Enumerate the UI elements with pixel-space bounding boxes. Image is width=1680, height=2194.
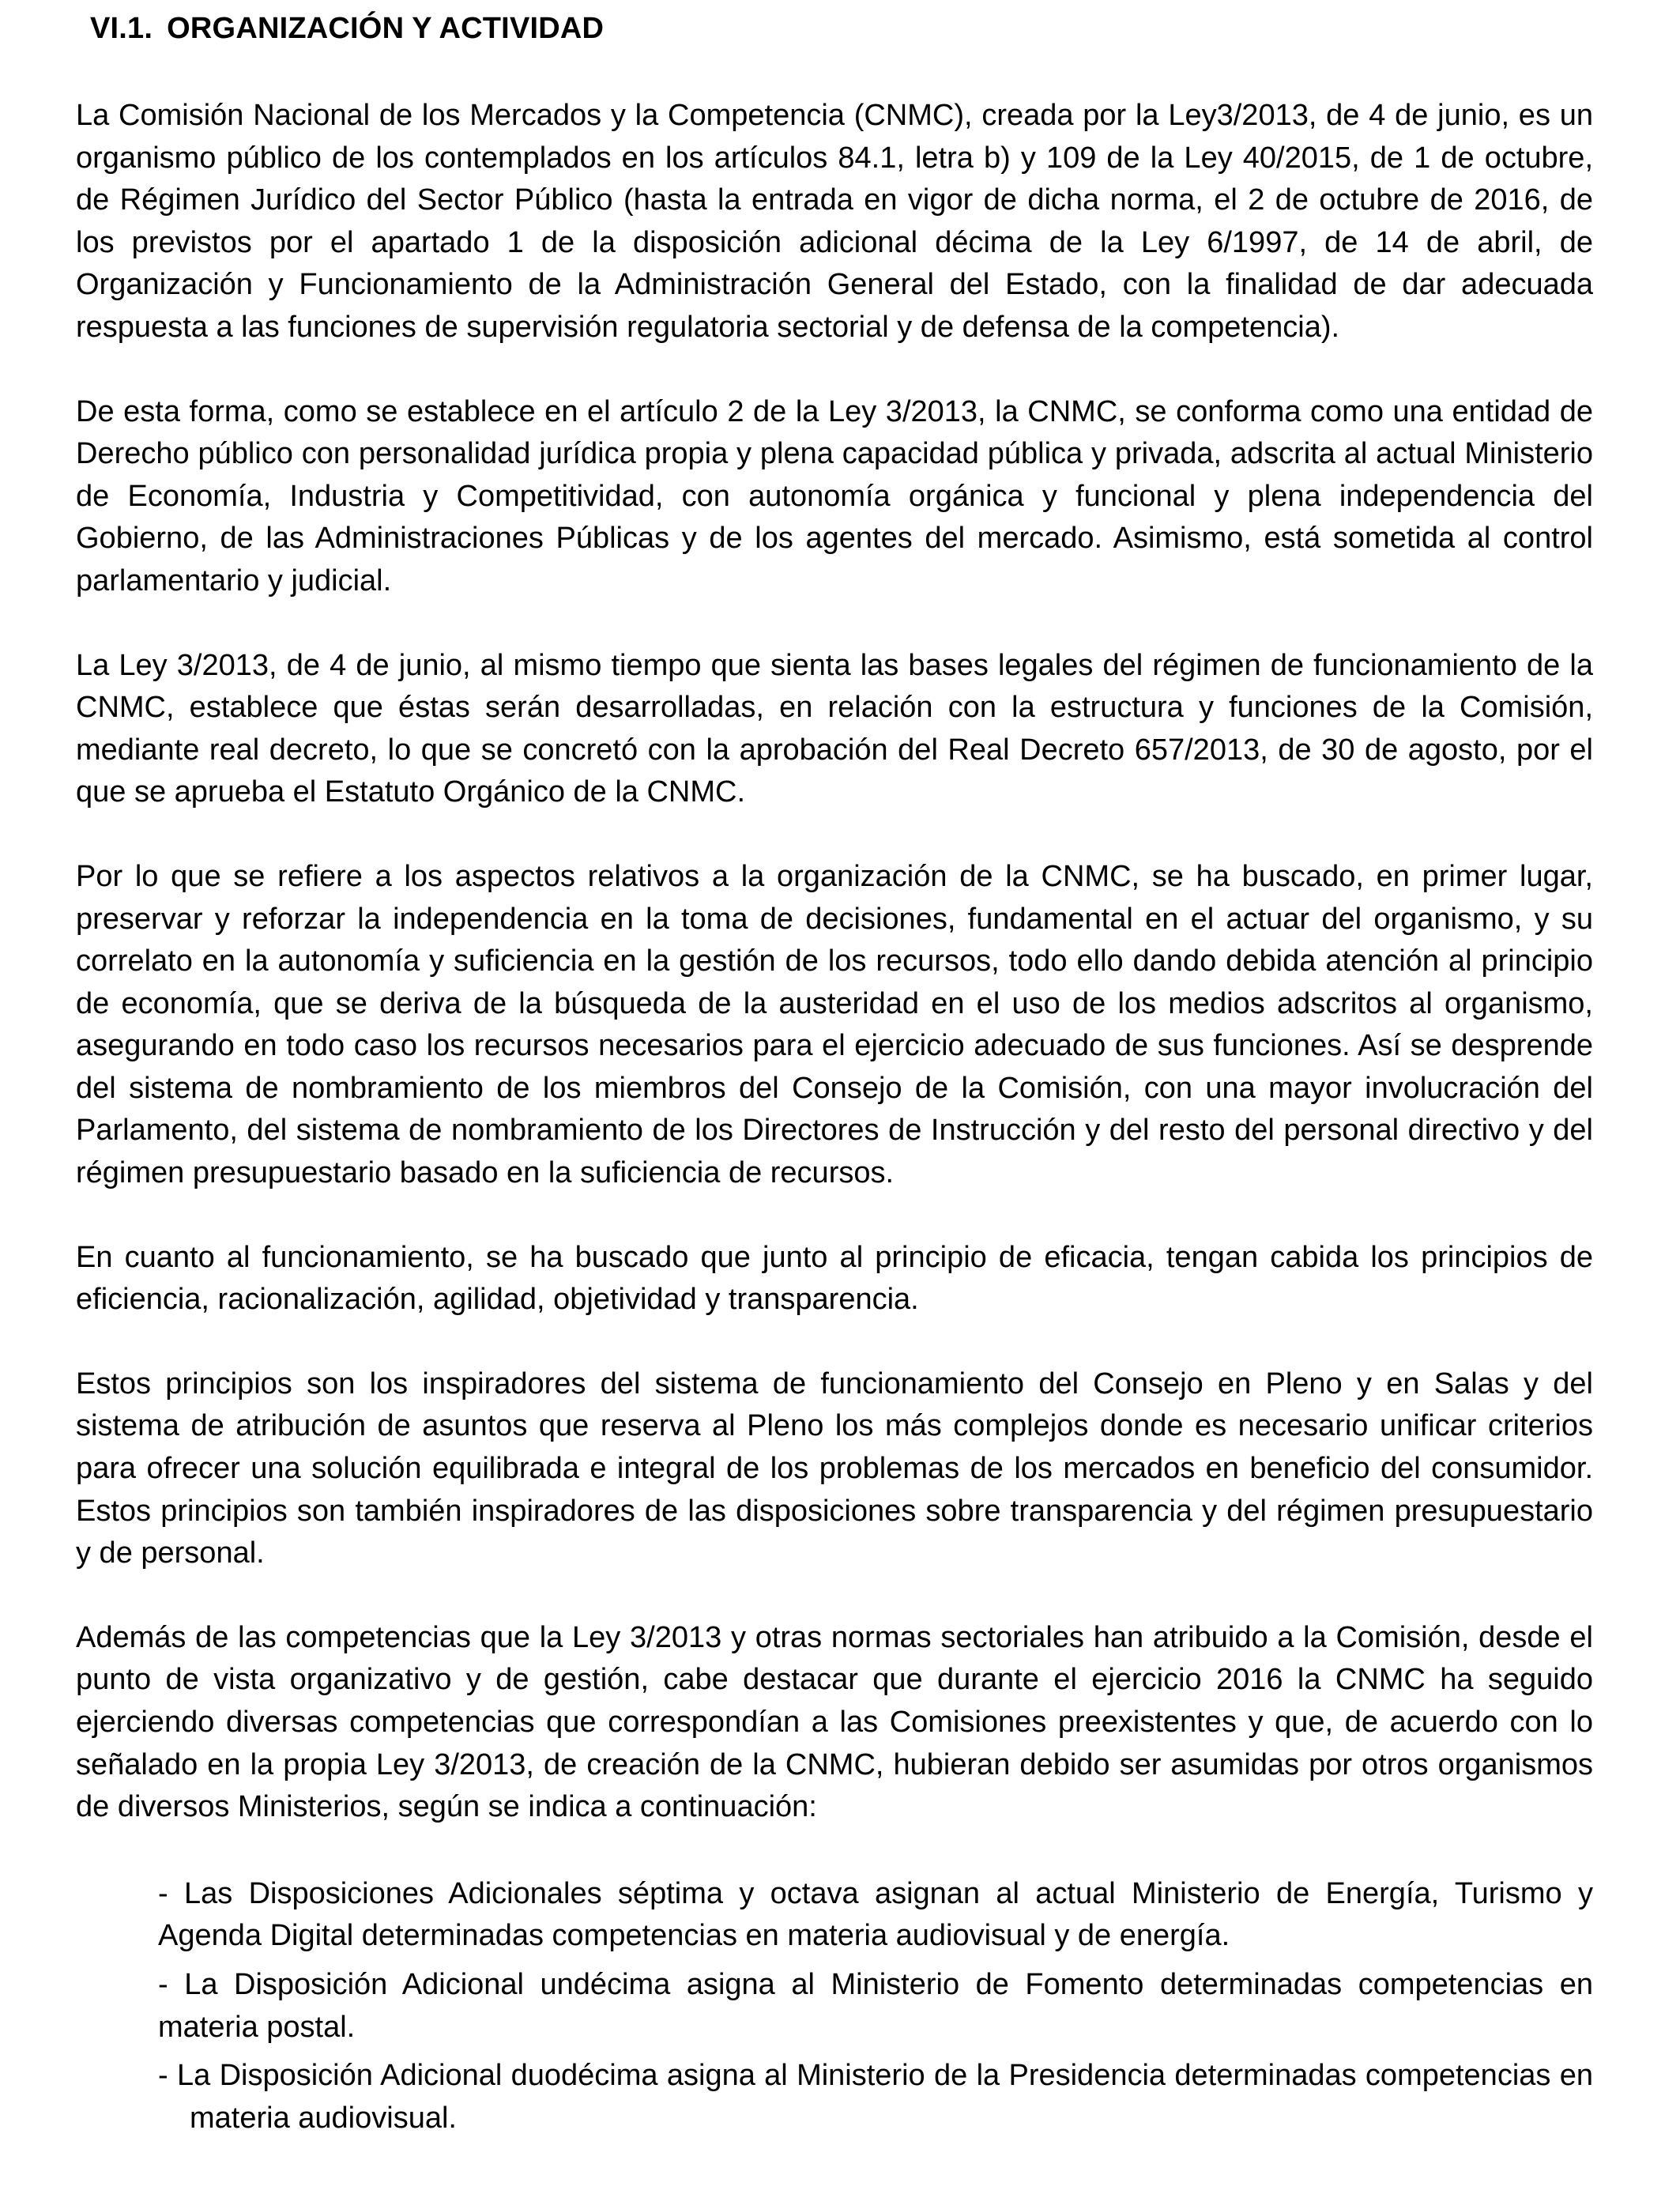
paragraph-4: Por lo que se refiere a los aspectos relativos a la organización de la CNMC, se ha buscado, en primer lugar, preservar y reforzar la independencia en la toma de decisiones, fundamental en el actuar del organismo, y su correlato en la autonomía y suficiencia en la gestión de los recursos, todo ello dando debida atención al principio de economía, que se deriva de la búsqueda de la austeridad en el uso de los medios adscritos al organismo, asegurando en todo caso los recursos necesarios para el ejercicio adecuado de sus funciones. Así se desprende del sistema de nombramiento de los miembros del Consejo de la Comisión, con una mayor involucración del Parlamento, del sistema de nombramiento de los Directores de Instrucción y del resto del personal directivo y del régimen presupuestario basado en la suficiencia de recursos. bbox=[76, 859, 1593, 1190]
paragraph-7: Además de las competencias que la Ley 3/2013 y otras normas sectoriales han atribuido a la Comisión, desde el punto de vista organizativo y de gestión, cabe destacar que durante el ejercicio 2016 la CNMC ha seguido ejerciendo diversas competencias que correspondían a las Comisiones preexistentes y que, de acuerdo con lo señalado en la propia Ley 3/2013, de creación de la CNMC, hubieran debido ser asumidas por otros organismos de diversos Ministerios, según se indica a continuación: bbox=[76, 1620, 1593, 1824]
section-heading bbox=[90, 11, 1593, 46]
list-item: - La Disposición Adicional duodécima asigna al Ministerio de la Presidencia determinadas competencias en materia audiovisual. bbox=[158, 2059, 1593, 2135]
section-title: ORGANIZACIÓN Y ACTIVIDAD bbox=[167, 12, 605, 45]
paragraph-1: La Comisión Nacional de los Mercados y la Competencia (CNMC), creada por la Ley3/2013, de 4 de junio, es un organismo público de los contemplados en los artículos 84.1, letra b) y 109 de la Ley 40/2015, de 1 de octubre, de Régimen Jurídico del Sector Público (hasta la entrada en vigor de dicha norma, el 2 de octubre de 2016, de los previstos por el apartado 1 de la disposición adicional décima de la Ley 6/1997, de 14 de abril, de Organización y Funcionamiento de la Administración General del Estado, con la finalidad de dar adecuada respuesta a las funciones de supervisión regulatoria sectorial y de defensa de la competencia). bbox=[76, 99, 1593, 344]
list-item: - La Disposición Adicional undécima asigna al Ministerio de Fomento determinadas competencias en materia postal. bbox=[158, 1967, 1593, 2044]
document-page bbox=[76, 0, 1593, 2146]
paragraph-3: La Ley 3/2013, de 4 de junio, al mismo tiempo que sienta las bases legales del régimen de funcionamiento de la CNMC, establece que éstas serán desarrolladas, en relación con la estructura y funciones de la Comisión, mediante real decreto, lo que se concretó con la aprobación del Real Decreto 657/2013, de 30 de agosto, por el que se aprueba el Estatuto Orgánico de la CNMC. bbox=[76, 648, 1593, 809]
paragraph-6: Estos principios son los inspiradores del sistema de funcionamiento del Consejo en Pleno y en Salas y del sistema de atribución de asuntos que reserva al Pleno los más complejos donde es necesario unificar criterios para ofrecer una solución equilibrada e integral de los problemas de los mercados en beneficio del consumidor. Estos principios son también inspiradores de las disposiciones sobre transparencia y del régimen presupuestario y de personal. bbox=[76, 1367, 1593, 1570]
paragraph-5: En cuanto al funcionamiento, se ha buscado que junto al principio de eficacia, tengan cabida los principios de eficiencia, racionalización, agilidad, objetividad y transparencia. bbox=[76, 1240, 1593, 1317]
list-item: - Las Disposiciones Adicionales séptima y octava asignan al actual Ministerio de Energía, Turismo y Agenda Digital determinadas competencias en materia audiovisual y de energía. bbox=[158, 1876, 1593, 1953]
competencies-list bbox=[158, 1873, 1593, 2140]
paragraph-2: De esta forma, como se establece en el artículo 2 de la Ley 3/2013, la CNMC, se conforma como una entidad de Derecho público con personalidad jurídica propia y plena capacidad pública y privada, adscrita al actual Ministerio de Economía, Industria y Competitividad, con autonomía orgánica y funcional y plena independencia del Gobierno, de las Administraciones Públicas y de los agentes del mercado. Asimismo, está sometida al control parlamentario y judicial. bbox=[76, 394, 1593, 598]
section-number: VI.1. bbox=[90, 12, 153, 45]
